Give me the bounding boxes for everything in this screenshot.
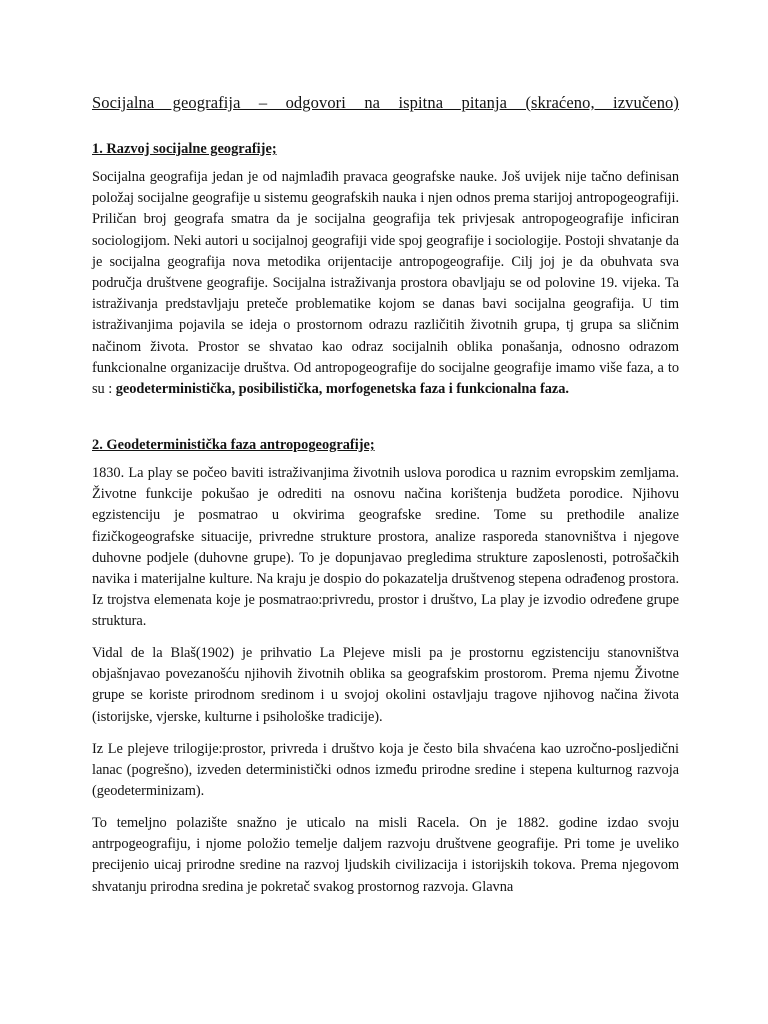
- paragraph-1: [92, 167, 679, 400]
- paragraph-5: To temeljno polazište snažno je uticalo na misli Racela. On je 1882. godine izdao svoju antrpogeografiju, i njome položio temelje daljem razvoju društvene geografije. Pri tome je uveliko precijenio uicaj prirodne sredine na razvoj ljudskih civilizacija i istorijskih tokova. Prema njegovom shvatanju prirodna sredina je pokretač svakog prostornog razvoja. Glavna: [92, 815, 679, 895]
- paragraph-1-bold-phases: geodeterministička, posibilistička, morfogenetska faza i funkcionalna faza.: [115, 381, 569, 398]
- paragraph-4: Iz Le plejeve trilogije:prostor, privreda i društvo koja je često bila shvaćena kao uzročno-posljedični lanac (pogrešno), izveden deterministički odnos između prirodne sredine i stepena kulturnog razvoja (geodeterminizam).: [92, 741, 679, 800]
- paragraph-1-text: Socijalna geografija jedan je od najmlađih pravaca geografske nauke. Još uvijek nije tačno definisan položaj socijalne geografije u sistemu geografskih nauka i njen odnos prema starijoj antropogeografiji. Priličan broj geografa smatra da je socijalna geografija tek privjesak antropogeografije inficiran sociologijom. Neki autori u socijalnoj geografiji vide spoj geografije i sociologije. Postoji shvatanje da je socijalna geografija nova metodika orijentacije antropogeografije. Cilj joj je da obuhvata sva područja društvene geografije. Socijalna istraživanja prostora obavljaju se od polovine 19. vijeka. Ta istraživanja predstavljaju preteče problematike kojom se danas bavi socijalna geografija. U tim istraživanjima pojavila se ideja o prostornom odrazu različitih životnih grupa, tj grupa sa sličnim načinom života. Prostor se shvatao kao odraz socijalnih oblika ponašanja, odnosno odrazom funkcionalne organizacije društva. Od antropogeografije do socijalne geografije imamo više faza, a to su :: [92, 169, 679, 398]
- paragraph-2: 1830. La play se počeo baviti istraživanjima životnih uslova porodica u raznim evropskim zemljama. Životne funkcije pokušao je odrediti na osnovu načina korištenja budžeta porodice. Njihovu egzistenciju je posmatrao u okvirima geografske sredine. Tome su prethodile analize fizičkogeografske situacije, privredne strukture prostora, analize rasporeda stanovništva i njegove duhovne podjele (duhovne grupe). To je dopunjavao pregledima strukture zaposlenosti, potrošačkih navika i materijalne kulture. Na kraju je dospio do pokazatelja društvenog stepena odrađenog prostora. Iz trojstva elemenata koje je posmatrao:privredu, prostor i društvo, La play je izvodio određene grupe struktura.: [92, 465, 679, 630]
- section-heading-2: 2. Geodeterministička faza antropogeografije;: [92, 437, 375, 453]
- document-title: Socijalna geografija – odgovori na ispitna pitanja (skraćeno, izvučeno): [92, 93, 679, 112]
- paragraph-3: Vidal de la Blaš(1902) je prihvatio La Plejeve misli pa je prostornu egzistenciju stanovništva objašnjavao povezanošću njihovih životnih oblika sa geografskim prostorom. Prema njemu Životne grupe se koriste prirodnom sredinom i u svojoj okolini ostavljaju tragove njihovog načina života (istorijske, vjerske, kulturne i psihološke tradicije).: [92, 645, 679, 725]
- section-heading-1: 1. Razvoj socijalne geografije;: [92, 141, 277, 157]
